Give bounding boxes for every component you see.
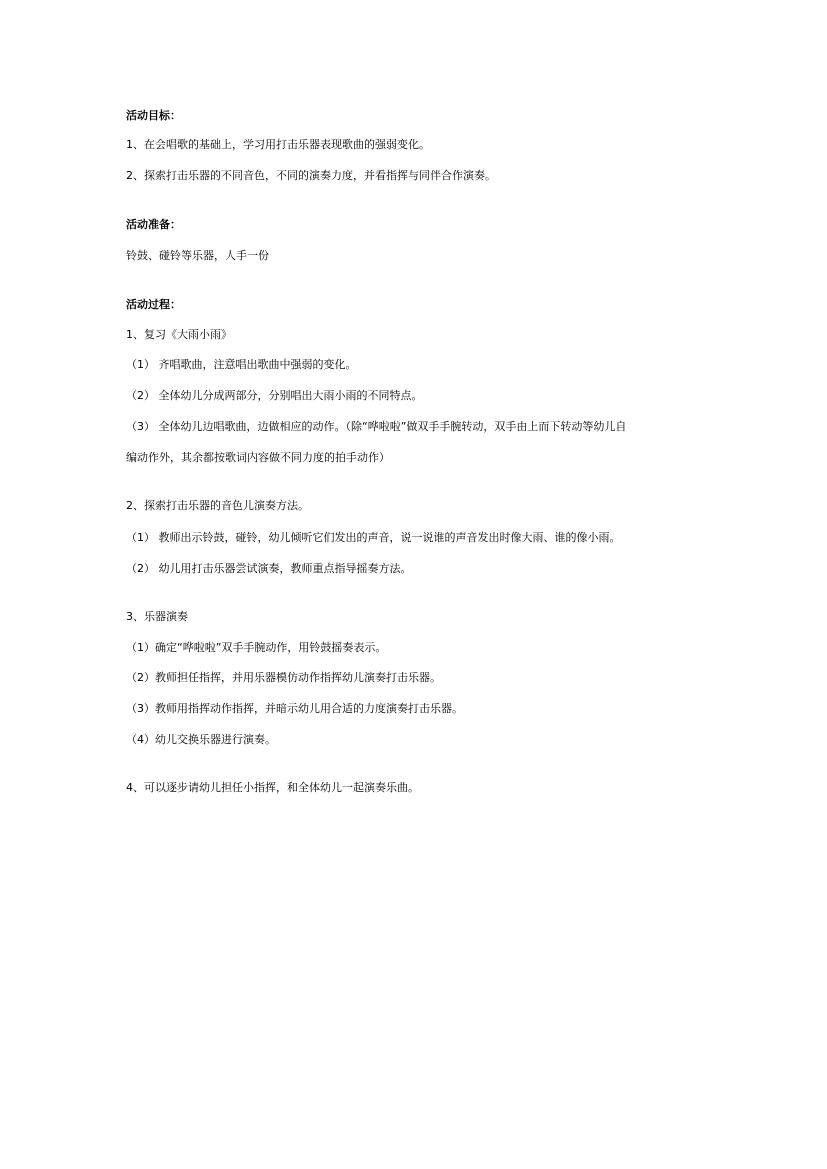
goals-heading: 活动目标： bbox=[126, 109, 181, 122]
step3-item-1: （1）确定“哗啦啦”双手手腕动作，用铃鼓摇奏表示。 bbox=[126, 641, 387, 654]
step3-title: 3、乐器演奏 bbox=[126, 610, 188, 623]
step2-item-1: （1） 教师出示铃鼓，碰铃，幼儿倾听它们发出的声音，说一说谁的声音发出时像大雨、谁的像小雨。 bbox=[126, 531, 621, 544]
goal-item-1: 1、在会唱歌的基础上，学习用打击乐器表现歌曲的强弱变化。 bbox=[126, 138, 430, 151]
step1-item-2: （2） 全体幼儿分成两部分，分别唱出大雨小雨的不同特点。 bbox=[126, 389, 423, 402]
step4-title: 4、可以逐步请幼儿担任小指挥，和全体幼儿一起演奏乐曲。 bbox=[126, 781, 419, 794]
step3-item-3: （3）教师用指挥动作指挥，并暗示幼儿用合适的力度演奏打击乐器。 bbox=[126, 702, 463, 715]
step2-title: 2、探索打击乐器的音色儿演奏方法。 bbox=[126, 499, 309, 512]
step3-item-4: （4）幼儿交换乐器进行演奏。 bbox=[126, 733, 276, 746]
step1-item-1: （1） 齐唱歌曲，注意唱出歌曲中强弱的变化。 bbox=[126, 358, 357, 371]
preparation-heading: 活动准备： bbox=[126, 218, 181, 231]
step2-item-2: （2） 幼儿用打击乐器尝试演奏，教师重点指导摇奏方法。 bbox=[126, 562, 412, 575]
goal-item-2: 2、探索打击乐器的不同音色，不同的演奏力度，并看指挥与同伴合作演奏。 bbox=[126, 169, 496, 182]
step1-item-3: （3） 全体幼儿边唱歌曲，边做相应的动作。（除“哗啦啦”做双手手腕转动，双手由上而下转动等幼儿自 bbox=[126, 420, 627, 433]
step1-title: 1、复习《大雨小雨》 bbox=[126, 328, 232, 341]
preparation-item-1: 铃鼓、碰铃等乐器，人手一份 bbox=[126, 249, 269, 262]
step3-item-2: （2）教师担任指挥，并用乐器模仿动作指挥幼儿演奏打击乐器。 bbox=[126, 671, 441, 684]
step1-item-4: 编动作外，其余都按歌词内容做不同力度的拍手动作） bbox=[126, 451, 390, 464]
process-heading: 活动过程： bbox=[126, 298, 181, 311]
